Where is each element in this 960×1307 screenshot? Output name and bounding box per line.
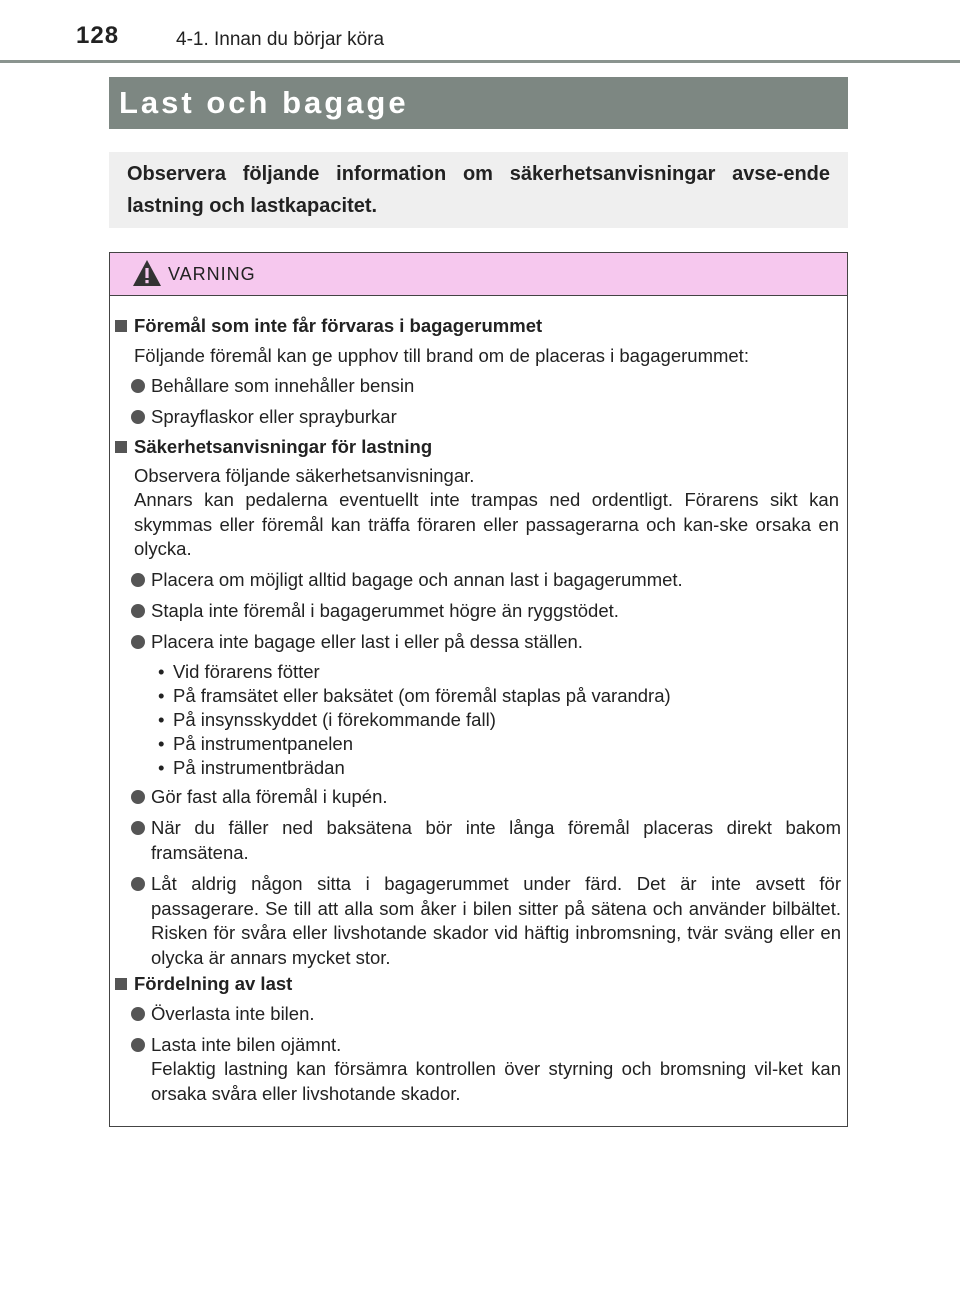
bullet-dot-icon bbox=[131, 604, 145, 618]
bullet-dot-icon bbox=[131, 573, 145, 587]
bullet-dot-icon bbox=[131, 379, 145, 393]
bullet-dot-icon bbox=[131, 1038, 145, 1052]
section-text: Följande föremål kan ge upphov till brand om de placeras i bagagerummet: bbox=[134, 345, 749, 366]
sub-item: På framsätet eller baksätet (om föremål staplas på varandra) bbox=[173, 685, 671, 706]
bullet-item: Placera inte bagage eller last i eller på dessa ställen. bbox=[151, 631, 583, 652]
section-title: Last och bagage bbox=[119, 85, 409, 120]
bullet-item: Låt aldrig någon sitta i bagagerummet under färd. Det är inte avsett för passagerare. Se till att alla som åker i bilen sitter på sätena och använder bilbältet. Risken för svåra eller livshotande skador vid häftig inbromsning, tvär sväng eller en olycka är annars mycket stor. bbox=[151, 873, 841, 968]
section-marker-icon bbox=[115, 320, 127, 332]
bullet-item: Stapla inte föremål i bagagerummet högre än ryggstödet. bbox=[151, 600, 619, 621]
sub-bullet-icon: • bbox=[158, 661, 165, 682]
bullet-item: Sprayflaskor eller sprayburkar bbox=[151, 406, 397, 427]
bullet-item: Överlasta inte bilen. bbox=[151, 1003, 315, 1024]
header-rule bbox=[0, 60, 960, 63]
bullet-item: Lasta inte bilen ojämnt. bbox=[151, 1034, 342, 1055]
section-text: Felaktig lastning kan försämra kontrollen över styrning och bromsning vil-ket kan orsaka svåra eller livshotande skador. bbox=[151, 1058, 841, 1104]
bullet-dot-icon bbox=[131, 790, 145, 804]
bullet-item: Gör fast alla föremål i kupén. bbox=[151, 786, 388, 807]
section-marker-icon bbox=[115, 978, 127, 990]
bullet-dot-icon bbox=[131, 635, 145, 649]
section-marker-icon bbox=[115, 441, 127, 453]
bullet-item: Placera om möjligt alltid bagage och annan last i bagagerummet. bbox=[151, 569, 683, 590]
sub-item: Vid förarens fötter bbox=[173, 661, 320, 682]
sub-bullet-icon: • bbox=[158, 709, 165, 730]
warning-box bbox=[109, 252, 848, 1127]
section-text: Annars kan pedalerna eventuellt inte trampas ned ordentligt. Förarens sikt kan skymmas eller föremål kan träffa föraren eller passagerarna och kan-ske orsaka en olycka. bbox=[134, 489, 839, 559]
intro-text: Observera följande information om säkerhetsanvisningar avse-ende lastning och lastkapacitet. bbox=[127, 163, 830, 217]
section-title-bar bbox=[109, 77, 848, 129]
bullet-dot-icon bbox=[131, 410, 145, 424]
section-heading: Föremål som inte får förvaras i bagagerummet bbox=[134, 315, 543, 336]
bullet-dot-icon bbox=[131, 877, 145, 891]
bullet-dot-icon bbox=[131, 821, 145, 835]
section-heading: Säkerhetsanvisningar för lastning bbox=[134, 436, 433, 457]
sub-bullet-icon: • bbox=[158, 757, 165, 778]
bullet-item: När du fäller ned baksätena bör inte långa föremål placeras direkt bakom framsätena. bbox=[151, 817, 841, 863]
warning-header bbox=[110, 253, 847, 296]
page-number: 128 bbox=[76, 22, 120, 49]
bullet-dot-icon bbox=[131, 1007, 145, 1021]
sub-bullet-icon: • bbox=[158, 685, 165, 706]
warning-triangle-icon bbox=[132, 259, 162, 287]
intro-box bbox=[109, 152, 848, 228]
sub-item: På instrumentbrädan bbox=[173, 757, 345, 778]
section-text: Observera följande säkerhetsanvisningar. bbox=[134, 465, 475, 486]
sub-item: På insynsskyddet (i förekommande fall) bbox=[173, 709, 496, 730]
bullet-item: Behållare som innehåller bensin bbox=[151, 375, 415, 396]
section-heading: Fördelning av last bbox=[134, 973, 293, 994]
sub-item: På instrumentpanelen bbox=[173, 733, 353, 754]
sub-bullet-icon: • bbox=[158, 733, 165, 754]
chapter-title: 4-1. Innan du börjar köra bbox=[176, 29, 385, 50]
warning-label: VARNING bbox=[168, 264, 256, 284]
